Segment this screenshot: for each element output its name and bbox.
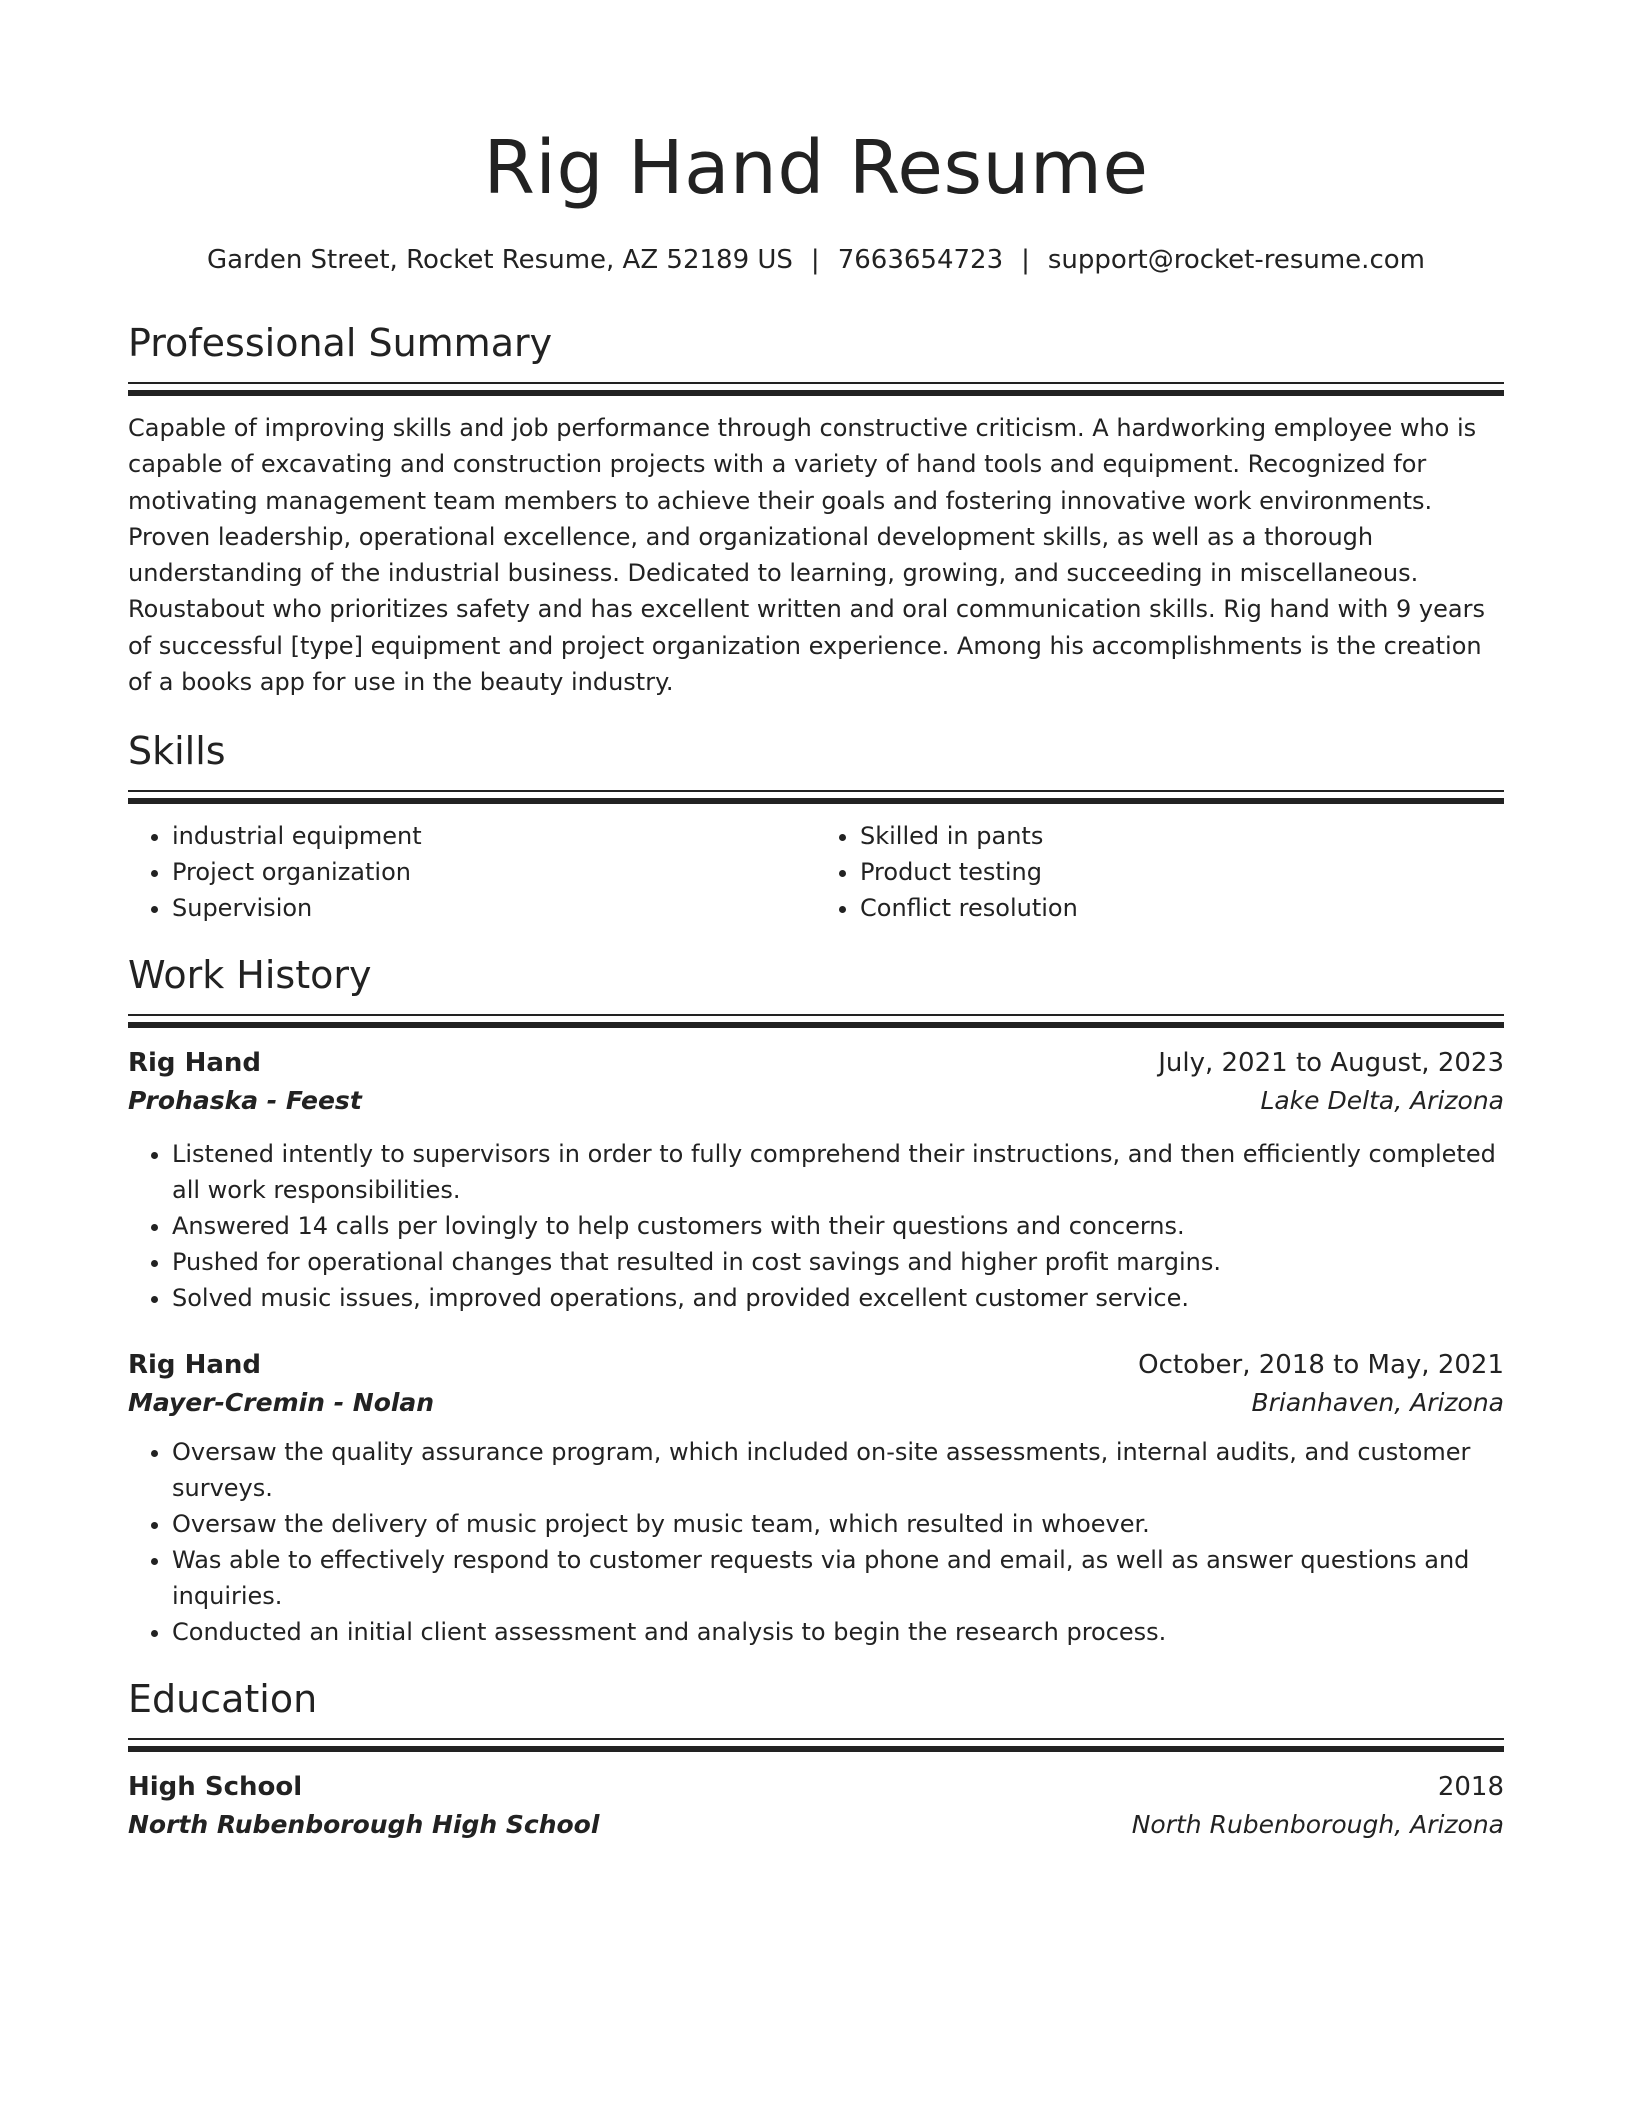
job-dates: October, 2018 to May, 2021 [1138,1350,1504,1381]
education-entry [128,1768,1504,1844]
section-rule [128,798,1504,804]
section-title-summary: Professional Summary [128,321,553,365]
job-bullet: • Pushed for operational changes that resulted in cost savings and higher profit margins. [172,1244,1504,1280]
skill-item: • Product testing [860,854,1504,890]
skill-item: • Project organization [172,854,816,890]
section-rule [128,382,1504,384]
job-dates: July, 2021 to August, 2023 [1158,1048,1504,1079]
job-location: Lake Delta, Arizona [1260,1086,1504,1116]
job-bullet: • Listened intently to supervisors in order to fully comprehend their instructions, and then efficiently completed all work responsibilities. [172,1136,1504,1208]
section-rule [128,1014,1504,1016]
company-name: Mayer-Cremin - Nolan [128,1388,435,1418]
job-bullet: • Was able to effectively respond to customer requests via phone and email, as well as answer questions and inquiries. [172,1542,1504,1614]
skills-column-right [816,818,1504,926]
education-section [128,1674,1504,1844]
section-rule [128,1022,1504,1028]
job-bullet: • Solved music issues, improved operations, and provided excellent customer service. [172,1280,1504,1316]
work-section [128,950,1504,1650]
skills-column-left [128,818,816,926]
phone: 7663654723 [837,245,1004,275]
contact-separator: | [810,245,820,275]
skill-item: • Conflict resolution [860,890,1504,926]
skill-item: • Supervision [172,890,816,926]
email: support@rocket-resume.com [1047,245,1425,275]
job-entry [128,1346,1504,1650]
job-entry [128,1044,1504,1316]
contact-line [128,242,1504,278]
section-rule [128,390,1504,396]
skills-section [128,726,1504,926]
summary-text: Capable of improving skills and job performance through constructive criticism. A hardworking employee who is capable of excavating and construction projects with a variety of hand tools and equipment. Recognized for motivating management team members to achieve their goals and fostering innovative work environments. Proven leadership, operational excellence, and organizational development skills, as well as a thorough understanding of the industrial business. Dedicated to learning, growing, and succeeding in miscellaneous. Roustabout who prioritizes safety and has excellent written and oral communication skills. Rig hand with 9 years of successful [type] equipment and project organization experience. Among his accomplishments is the creation of a books app for use in the beauty industry. [128,414,1485,697]
resume-title: Rig Hand Resume [483,125,1149,211]
skills-list [128,818,1504,926]
degree: High School [128,1772,303,1803]
school-location: North Rubenborough, Arizona [1131,1810,1504,1840]
section-title-skills: Skills [128,729,226,774]
skill-item: • industrial equipment [172,818,816,854]
company-name: Prohaska - Feest [128,1086,362,1116]
job-title: Rig Hand [128,1350,262,1381]
section-rule [128,1738,1504,1740]
job-location: Brianhaven, Arizona [1251,1388,1504,1418]
job-bullet: • Answered 14 calls per lovingly to help customers with their questions and concerns. [172,1208,1504,1244]
section-title-work: Work History [128,953,372,998]
section-rule [128,790,1504,792]
school-name: North Rubenborough High School [128,1810,600,1840]
section-rule [128,1746,1504,1752]
job-title: Rig Hand [128,1048,262,1079]
job-bullet: • Conducted an initial client assessment and analysis to begin the research process. [172,1614,1504,1650]
summary-section [128,318,1504,700]
job-bullet: • Oversaw the delivery of music project by music team, which resulted in whoever. [172,1506,1504,1542]
job-bullet: • Oversaw the quality assurance program, which included on-site assessments, internal audits, and customer surveys. [172,1434,1504,1506]
section-title-education: Education [128,1677,318,1722]
contact-separator: | [1021,245,1030,275]
job-bullets [128,1136,1504,1316]
graduation-year: 2018 [1437,1772,1504,1803]
address: Garden Street, Rocket Resume, AZ 52189 US [207,245,793,275]
job-bullets [128,1434,1504,1650]
skill-item: • Skilled in pants [860,818,1504,854]
